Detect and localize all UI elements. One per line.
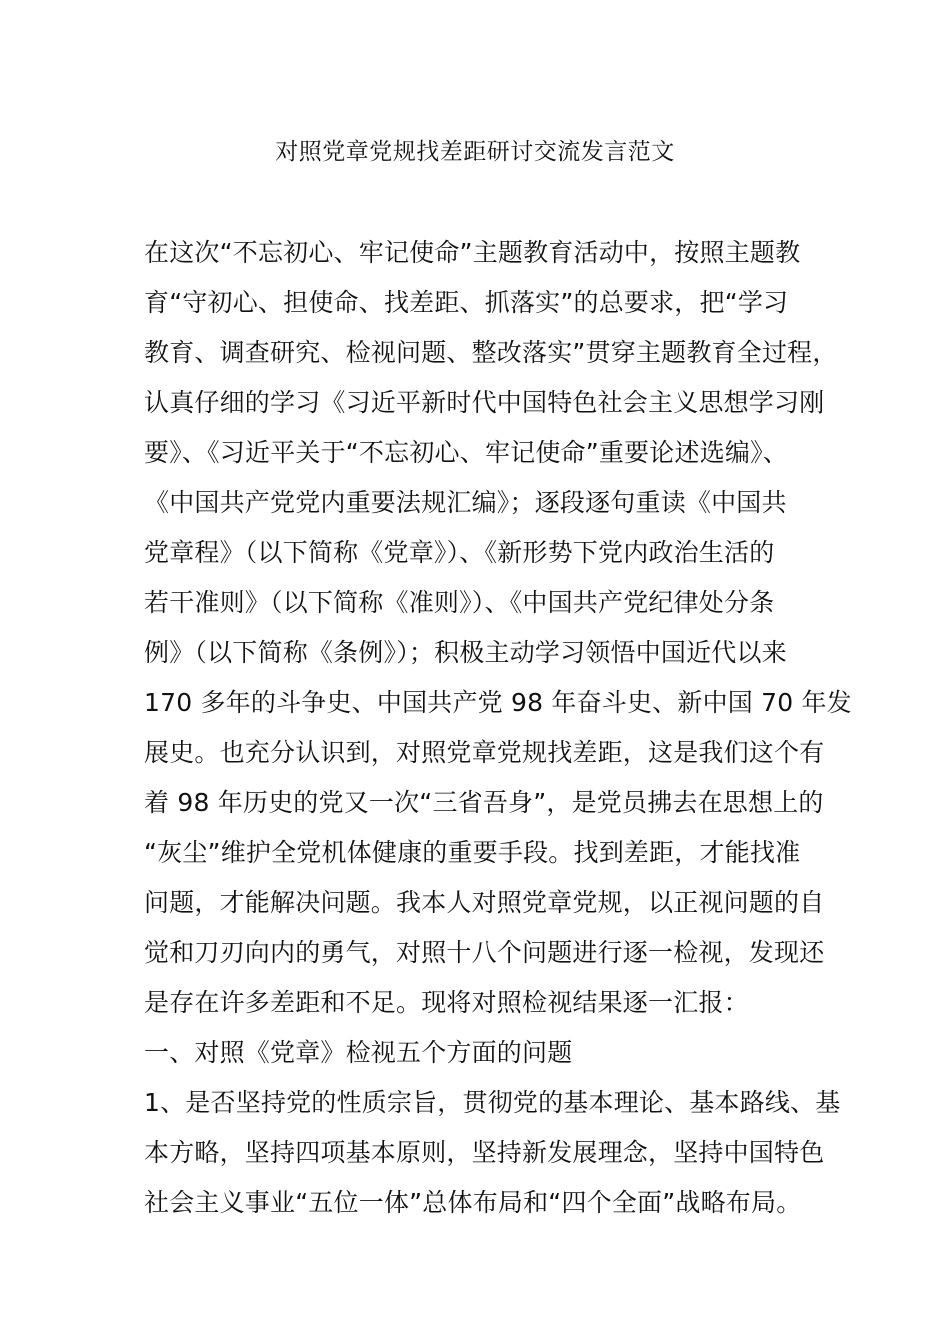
body-line: 着 98 年历史的党又一次“三省吾身”，是党员拂去在思想上的 [144,788,824,817]
body-line: 党章程》（以下简称《党章》）、《新形势下党内政治生活的 [144,538,775,567]
body-line: 《中国共产党党内重要法规汇编》；逐段逐句重读《中国共 [144,488,787,517]
body-line: 展史。也充分认识到，对照党章党规找差距，这是我们这个有 [144,738,825,767]
body-line: 认真仔细的学习《习近平新时代中国特色社会主义思想学习刚 [144,388,825,417]
document-body [144,228,852,1228]
body-line: 在这次“不忘初心、牢记使命”主题教育活动中，按照主题教 [144,238,801,267]
document-title: 对照党章党规找差距研讨交流发言范文 [275,139,675,165]
body-line: 教育、调查研究、检视问题、整改落实”贯穿主题教育全过程， [144,338,838,367]
section-heading: 一、对照《党章》检视五个方面的问题 [144,1038,573,1067]
body-line: 问题，才能解决问题。我本人对照党章党规，以正视问题的自 [144,888,825,917]
body-line: 例》（以下简称《条例》）；积极主动学习领悟中国近代以来 [144,638,787,667]
body-line: 是存在许多差距和不足。现将对照检视结果逐一汇报： [144,988,749,1017]
body-line: “灰尘”维护全党机体健康的重要手段。找到差距，才能找准 [144,838,801,867]
body-line: 觉和刀刃向内的勇气，对照十八个问题进行逐一检视，发现还 [144,938,825,967]
body-line: 社会主义事业“五位一体”总体布局和“四个全面”战略布局。 [144,1188,802,1217]
body-line: 若干准则》（以下简称《准则》）、《中国共产党纪律处分条 [144,588,775,617]
body-line: 育“守初心、担使命、找差距、抓落实”的总要求，把“学习 [144,288,789,317]
body-line: 本方略，坚持四项基本原则，坚持新发展理念，坚持中国特色 [144,1138,825,1167]
body-line: 要》、《习近平关于“不忘初心、牢记使命”重要论述选编》、 [144,438,789,467]
body-line: 1、是否坚持党的性质宗旨，贯彻党的基本理论、基本路线、基 [144,1088,841,1117]
body-line: 170 多年的斗争史、中国共产党 98 年奋斗史、新中国 70 年发 [144,688,852,717]
